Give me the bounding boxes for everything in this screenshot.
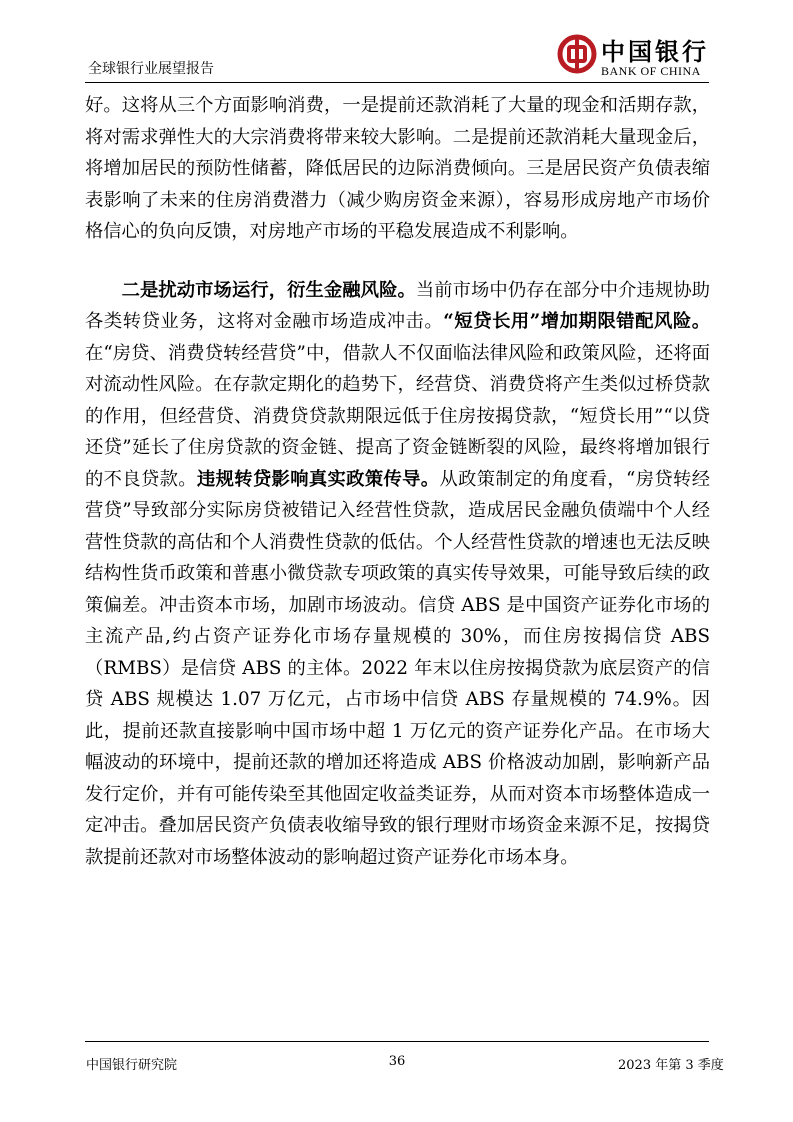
report-header-title: 全球银行业展望报告 [88, 61, 214, 77]
boc-emblem-icon [557, 34, 597, 74]
heading-maturity-mismatch: “短贷长用”增加期限错配风险。 [443, 311, 710, 332]
text-intermediary-violations: 当前市场中仍存在部分中介违规协助各类转贷业务，这将对金融市场造成冲击。 [85, 279, 711, 332]
footer-divider [85, 1041, 709, 1042]
header-divider [85, 82, 709, 83]
heading-policy-transmission: 违规转贷影响真实政策传导。 [196, 468, 440, 490]
paragraph-consumption-impact: 好。这将从三个方面影响消费，一是提前还款消耗了大量的现金和活期存款，将对需求弹性大的大宗消费将带来较大影响。二是提前还款消耗大量现金后，将增加居民的预防性储蓄，降低居民的边际消费倾向。三是居民资产负债表缩表影响了未来的住房消费潜力（减少购房资金来源），容易形成房地产市场价格信心的负向反馈，对房地产市场的平稳发展造成不利影响。 [85, 95, 710, 242]
footer-publisher: 中国银行研究院 [86, 1058, 178, 1073]
report-body [85, 90, 710, 873]
paragraph-market-risk [85, 275, 710, 874]
logo-english-text: BANK OF CHINA [601, 64, 701, 78]
page-number: 36 [388, 1054, 406, 1069]
text-maturity-mismatch: 在“房贷、消费贷转经营贷”中，借款人不仅面临法律风险和政策风险，还将面对流动性风险。在存款定期化的趋势下，经营贷、消费贷将产生类似过桥贷款的作用，但经营贷、消费贷贷款期限远低于住房按揭贷款，“短贷长用”“以贷还贷”延长了住房贷款的资金链、提高了资金链断裂的风险，最终将增加银行的不良贷款。 [85, 342, 710, 490]
heading-market-disruption: 二是扰动市场运行，衍生金融风险。 [121, 279, 416, 301]
text-policy-and-capital-market: 从政策制定的角度看，“房贷转经营贷”导致部分实际房贷被错记入经营性贷款，造成居民金融负债端中个人经营性贷款的高估和个人消费性贷款的低估。个人经营性贷款的增速也无法反映结构性货币政策和普惠小微贷款专项政策的真实传导效果，可能导致后续的政策偏差。冲击资本市场，加剧市场波动。信贷 ABS 是中国资产证券化市场的主流产品,约占资产证券化市场存量规模的 30%，而住房按揭信贷 ABS（RMBS）是信贷 ABS 的主体。2022 年末以住房按揭贷款为底层资产的信贷 ABS 规模达 1.07 万亿元，占市场中信贷 ABS 存量规模的 74.9%。因此，提前还款直接影响中国市场中超 1 万亿元的资产证券化产品。在市场大幅波动的环境中，提前还款的增加还将造成 ABS 价格波动加剧，影响新产品发行定价，并有可能传染至其他固定收益类证券，从而对资本市场整体造成一定冲击。叠加居民资产负债表收缩导致的银行理财市场资金来源不足，按揭贷款提前还款对市场整体波动的影响超过资产证券化市场本身。 [85, 468, 710, 868]
footer-period: 2023 年第 3 季度 [618, 1058, 724, 1073]
bank-of-china-logo [557, 32, 717, 80]
logo-chinese-text: 中国银行 [601, 37, 709, 66]
